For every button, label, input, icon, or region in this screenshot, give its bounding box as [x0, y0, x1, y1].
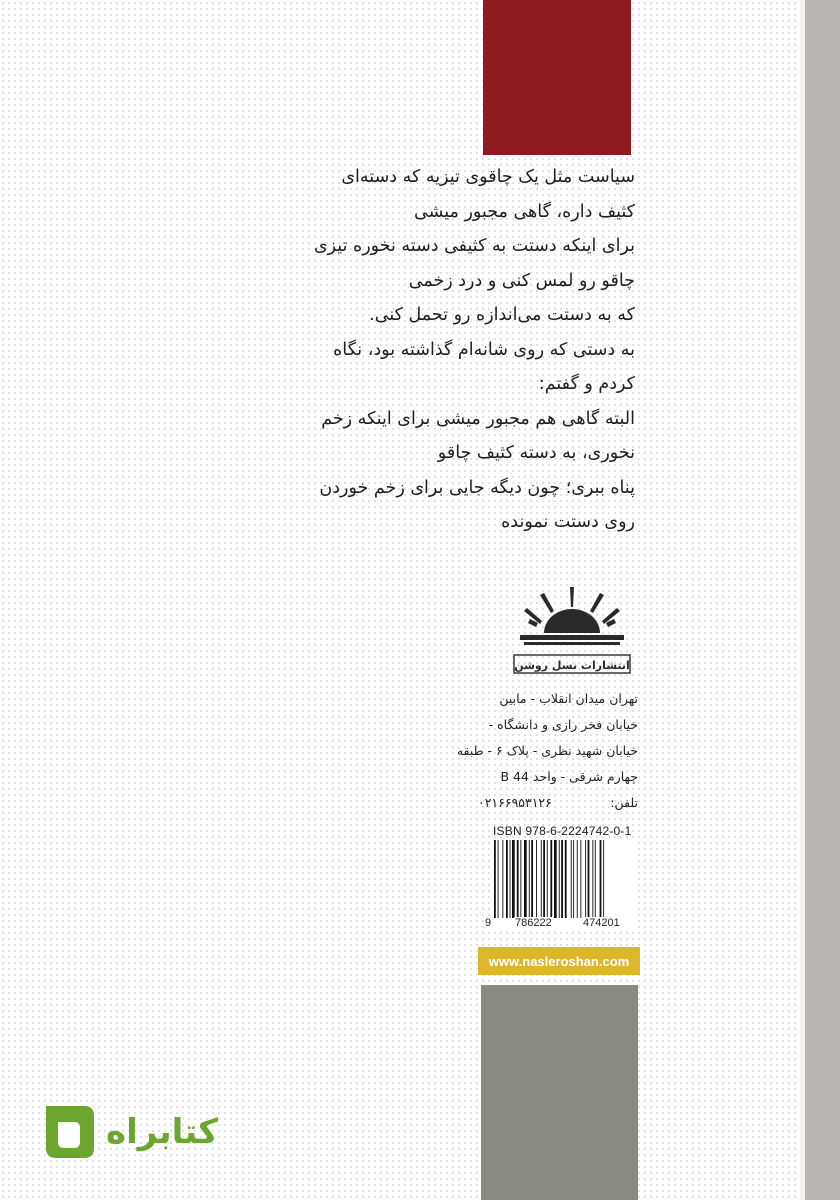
- red-color-block: [483, 0, 631, 155]
- publisher-website[interactable]: www.nasleroshan.com: [478, 947, 640, 975]
- poem-line: پناه ببری؛ چون دیگه جایی برای زخم خوردن: [319, 477, 635, 498]
- grey-color-block: [481, 985, 638, 1200]
- sunrise-icon: [520, 587, 624, 645]
- ketabrah-logo-text: کتابراه: [106, 1112, 219, 1152]
- publisher-logo-text: انتشارات نسل روشن: [514, 659, 630, 672]
- barcode-digit-group-2: 474201: [583, 917, 620, 929]
- address-line: خیابان فخر رازی و دانشگاه -: [488, 717, 638, 732]
- publisher-address: [456, 686, 638, 816]
- publisher-logo: [510, 585, 634, 677]
- poem-line: که به دستت می‌اندازه رو تحمل کنی.: [369, 305, 635, 325]
- barcode-digits: [484, 917, 640, 933]
- address-line: چهارم شرقی - واحد 44 B: [500, 769, 638, 784]
- address-line: خیابان شهید نظری - پلاک ۶ - طبقه: [456, 743, 638, 758]
- poem-line: سیاست مثل یک چاقوی تیزیه که دسته‌ای: [341, 167, 635, 187]
- phone-label: تلفن:: [610, 795, 638, 810]
- phone-row: [478, 790, 638, 816]
- poem-line: نخوری، به دسته کثیف چاقو: [437, 443, 635, 463]
- phone-number: ۰۲۱۶۶۹۵۳۱۲۶: [478, 795, 552, 810]
- poem-line: برای اینکه دستت به کثیفی دسته نخوره تیزی: [313, 236, 635, 256]
- barcode-digit-prefix: 9: [485, 917, 492, 929]
- poem-line: کردم و گفتم:: [538, 374, 635, 394]
- poem-line: به دستی که روی شانه‌ام گذاشته بود، نگاه: [333, 339, 635, 360]
- barcode-digit-group-1: 786222: [515, 917, 552, 929]
- poem-line: البته گاهی هم مجبور میشی برای اینکه زخم: [321, 408, 635, 429]
- poem-line: چاقو رو لمس کنی و درد زخمی: [408, 270, 635, 291]
- back-cover-text: [290, 160, 635, 540]
- ketabrah-logo-icon: [40, 1100, 100, 1164]
- book-spine: [805, 0, 840, 1200]
- poem-line: روی دستت نمونده: [501, 512, 635, 532]
- ketabrah-watermark: [40, 1100, 220, 1164]
- address-line: تهران میدان انقلاب - مابین: [499, 691, 638, 706]
- poem-line: کثیف داره، گاهی مجبور میشی: [414, 201, 635, 222]
- isbn-label: ISBN 978-6-2224742-0-1: [493, 824, 632, 838]
